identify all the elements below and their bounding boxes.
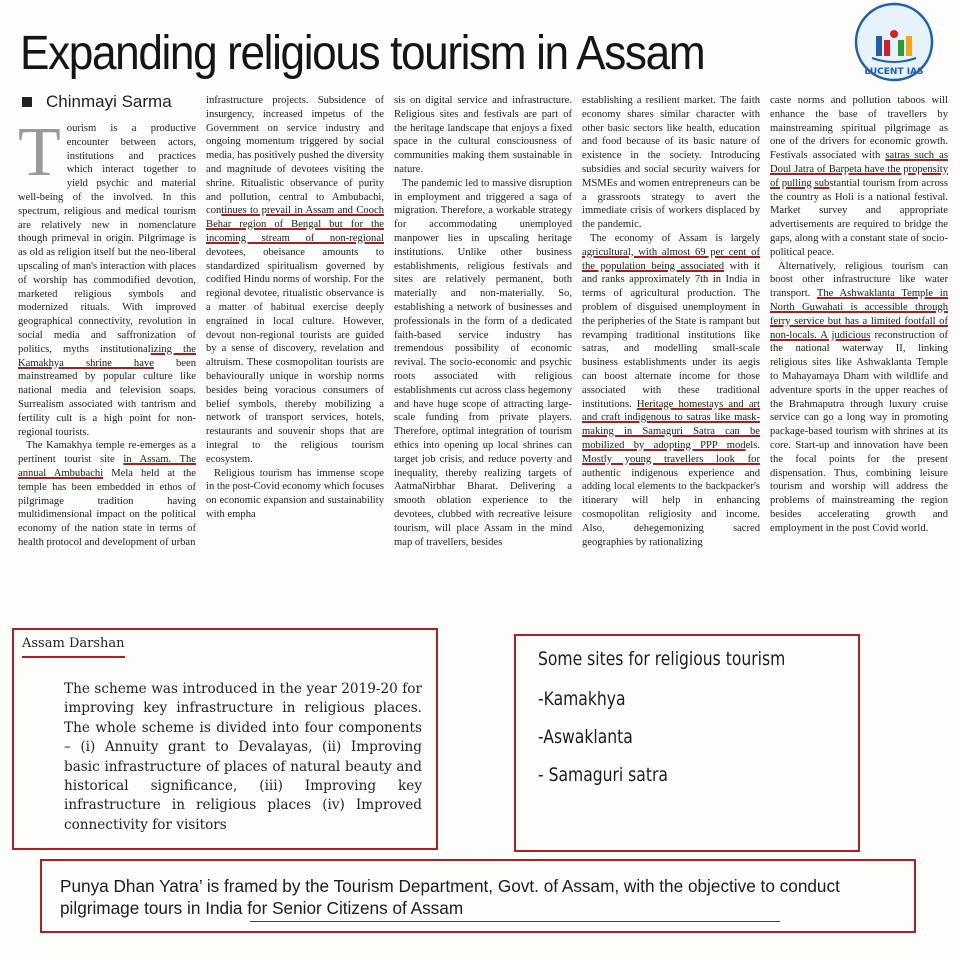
logo-text: LUCENT IAS [864,67,924,77]
article-column-1 [18,94,196,608]
assam-darshan-title: Assam Darshan [22,636,125,658]
paragraph: establishing a resilient market. The faith economy shares similar character with other basic sectors like health, education and food because of its basic nature of existence in the society. Introducing subsidies and social security waivers for MSMEs and women entrepreneurs can be a grassroots strategy to avert the immediate crisis of workers displaced by the pandemic. [582,95,760,231]
highlighted-text: izing the Kamakhya shrine have [18,343,196,369]
text-underline [250,921,780,922]
religious-sites-box [514,634,860,852]
article-column-3 [394,94,572,608]
paragraph: Tourism is a productive encounter between actors, institutions and practices which interact together to yield psychic and material well-being of the involved. In this spectrum, religious and medical tourism are relatively new in nomenclature though primeval in origin. Pilgrimage is as old as religion itself but the neo-liberal upscaling of man's interaction with places of worship has commodified devotion, marketed religious symbols and modernized rituals. With improved geographical connectivity, revolution in social media and saffronization of politics, myths institutionalizing the Kamakhya shrine have been mainstreamed by popular culture like national media and television soaps. Surrealism associated with tantrism and fertility cult is a high point for non-regional tourists. [18,114,196,438]
punya-dhan-yatra-box [40,859,916,933]
article-column-4 [582,94,760,608]
assam-darshan-text: The scheme was introduced in the year 2019-20 for improving key infrastructure in religious places. The whole scheme is divided into four components – (i) Annuity grant to Devalayas, (ii) Improving basic infrastructure of places of natural beauty and historical significance, (iii) Improving key infrastructure in religious places (iv) Improved connectivity for visitors [64,681,422,833]
paragraph: The economy of Assam is largely agricultural, with almost 69 per cent of the population being associated with it and ranks approximately 7th in India in terms of agricultural production. The problem of disguised unemployment in the peripheries of the State is rampant but revamping traditional institutions like satras, and modelling small-scale business establishments under its aegis can boost alternate income for those associated with these traditional institutions. Heritage homestays and art and craft indigenous to satras like mask-making in Samaguri Satra can be mobilized by adopting PPP models. Mostly young travellers look for authentic indigenous experience and adding local elements to the backpacker's itinerary will help in enhancing cosmopolitan religiosity and income. Also, dehegemonizing sacred geographies by rationalizing [582,232,760,548]
paragraph: The pandemic led to massive disruption in employment and triggered a saga of migration. Therefore, a workable strategy for accommodating unemployed manpower lies in upscaling heritage institutions. Unlike other business establishments, religious festivals and sites are relatively permanent, both materially and non-materially. So, establishing a network of businesses and professionals in the form of a dedicated faith-based service industry has tremendous possibility of economic revival. The socio-economic and psychic roots associated with religious establishments cut across class hegemony and have huge scope of attracting large-scale funding from private players. Therefore, optimal integration of tourism ethics into opening up local shrines can target job crisis, and reduce poverty and inequality, thereby realizing targets of AatmaNirbhar Bharat. Delivering a smooth oblation experience to the devotees, clubbed with recreative leisure tourism, will place Assam in the mind map of travellers, besides [394,177,572,548]
highlighted-text: tinues to prevail in Assam and Cooch Behar region of Bengal but for the incoming stream of non-regional [206,205,384,244]
paragraph: The Kamakhya temple re-emerges as a pertinent tourist site in Assam. The annual Ambubachi Mela held at the temple has been embedded in ethos of pilgrimage tradition having multidimensional impact on the political economy of the nation state in terms of health protocol and development of urban [18,440,196,548]
paragraph: sis on digital service and infrastructure. Religious sites and festivals are part of the heritage landscape that enjoys a fixed space in the cultural consciousness of communities making them sustainable in nature. [394,95,572,175]
article-column-5 [770,94,948,608]
religious-sites-title: Some sites for religious tourism [538,648,786,670]
highlighted-text: satras such as Doul Jatra of Barpeta have the propensity of pulling sub [770,150,948,189]
article-columns [18,94,948,608]
paragraph: Religious tourism has immense scope in the post-Covid economy which focuses on economic expansion and sustainability with empha [206,467,384,520]
highlighted-text: Mostly young travellers look for [582,453,760,465]
site-item-samaguri: - Samaguri satra [538,764,668,786]
drop-cap: T [18,114,61,191]
punya-dhan-yatra-text: Punya Dhan Yatra’ is framed by the Tourism Department, Govt. of Assam, with the objective to conduct pilgrimage tours in India for Senior Citizens of Assam [60,876,840,918]
site-item-aswaklanta: -Aswaklanta [538,726,633,748]
author-name: Chinmayi Sarma [46,92,172,111]
highlighted-text: agricultural, with almost 69 per cent of the population being associated [582,246,760,272]
paragraph: infrastructure projects. Subsidence of insurgency, increased impetus of the Government on service industry and ongoing momentum triggered by social media, has positively pushed the diversity and magnitude of devotees visiting the shrine. Ritualistic observance of purity and pollution, central to Ambubachi, continues to prevail in Assam and Cooch Behar region of Bengal but for the incoming stream of non-regional devotees, obeisance amounts to standardized spiritualism governed by codified Hindu norms of worship. For the regional devotee, ritualistic observance is a matter of habitual exercise deeply engrained in local culture. However, devout non-regional tourists are guided by a sense of discovery, revelation and altruism. These cosmopolitan tourists are behaviourally unique in worship norms besides being voracious consumers of belief symbols, thereby mobilizing a network of transport services, hotels, restaurants and souvenir shops that are integral to the religious tourism ecosystem. [206,95,384,465]
assam-darshan-box [12,628,438,850]
lucent-ias-logo-icon [850,2,938,82]
paragraph: caste norms and pollution taboos will enhance the base of travellers by mainstreaming spiritual pilgrimage as one of the drivers for economic growth. Festivals associated with satras such as Doul Jatra of Barpeta have the propensity of pulling substantial tourism from across the country as Holi is a national festival. Market survey and appropriate advertisements are required to bridge the gaps, along with a constant state of socio-political peace. [770,95,948,258]
highlighted-text: Heritage homestays and art and craft indigenous to satras like mask-making in Samaguri Satra can be mobilized by adopting PPP mod [582,398,760,451]
site-item-kamakhya: -Kamakhya [538,688,626,710]
highlighted-text: in Assam. The annual Ambubachi [18,454,196,479]
highlighted-text: The Ashwaklanta Temple in North Guwahati is accessible through ferry service but has a limited footfall of non-locals. A judicious [770,288,948,341]
headline: Expanding religious tourism in Assam [20,27,705,80]
paragraph: Alternatively, religious tourism can boost other infrastructure like water transport. The Ashwaklanta Temple in North Guwahati is accessible through ferry service but has a limited footfall of non-locals. A judicious reconstruction of the national waterway II, linking religious sites like Ashwaklanta Temple to Mahayamaya Dham with wildlife and adventure sports in the upper reaches of the Brahmaputra through luxury cruise service can go a long way in promoting package-based tourism with shrines at its core. Start-up and innovation have been the focal points for the present dispensation. Thus, combining leisure tourism and worship will address the problems of mainstreaming the region besides accelerating growth and employment in the post Covid world. [770,260,948,534]
article-column-2 [206,94,384,608]
